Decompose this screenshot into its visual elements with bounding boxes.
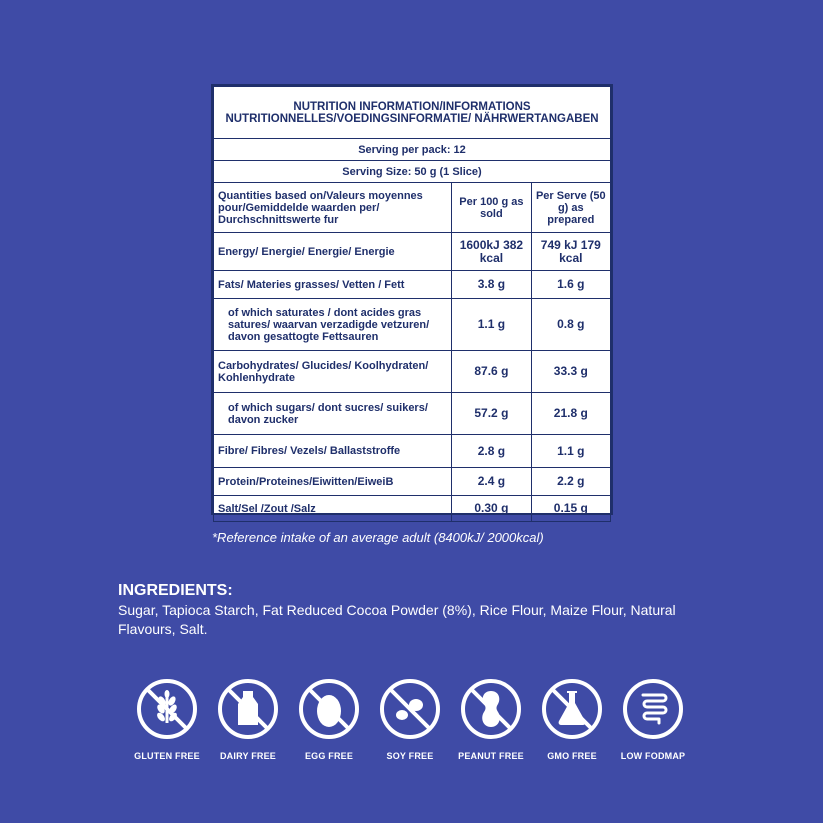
row-label: Carbohydrates/ Glucides/ Koolhydraten/ Kohlenhydrate xyxy=(214,351,452,393)
flask-crossed-icon xyxy=(540,677,604,741)
row-serve: 33.3 g xyxy=(531,351,610,393)
column-header-label: Quantities based on/Valeurs moyennes pour/Gemiddelde waarden per/ Durchschnittswerte fur xyxy=(214,183,452,233)
nutrition-panel xyxy=(211,84,613,515)
table-row xyxy=(214,271,611,299)
ingredients-title: INGREDIENTS: xyxy=(118,582,233,599)
serving-per-pack: Serving per pack: 12 xyxy=(214,139,611,161)
row-label: Salt/Sel /Zout /Salz xyxy=(214,496,452,522)
row-serve: 749 kJ 179 kcal xyxy=(531,233,610,271)
row-label: of which sugars/ dont sucres/ suikers/ davon zucker xyxy=(214,393,452,435)
row-per100: 0.30 g xyxy=(452,496,531,522)
badge-dairy-free xyxy=(207,677,289,761)
ingredients-text: Sugar, Tapioca Starch, Fat Reduced Cocoa Powder (8%), Rice Flour, Maize Flour, Natural Flavours, Salt. xyxy=(118,602,676,637)
badge-label: DAIRY FREE xyxy=(219,751,276,761)
reference-intake-note: *Reference intake of an average adult (8400kJ/ 2000kcal) xyxy=(212,530,544,545)
row-label: Fats/ Materies grasses/ Vetten / Fett xyxy=(214,271,452,299)
column-header-serve: Per Serve (50 g) as prepared xyxy=(531,183,610,233)
badge-egg-free xyxy=(288,677,370,761)
row-serve: 2.2 g xyxy=(531,468,610,496)
table-row xyxy=(214,233,611,271)
nutrition-table xyxy=(213,86,611,522)
egg-crossed-icon xyxy=(297,677,361,741)
badge-gmo-free xyxy=(531,677,613,761)
column-header-per100: Per 100 g as sold xyxy=(452,183,531,233)
badge-label: GLUTEN FREE xyxy=(134,751,200,761)
row-per100: 2.8 g xyxy=(452,435,531,468)
row-per100: 57.2 g xyxy=(452,393,531,435)
intestine-icon xyxy=(621,677,685,741)
milk-bottle-crossed-icon xyxy=(216,677,280,741)
badge-label: LOW FODMAP xyxy=(620,751,686,761)
serving-size: Serving Size: 50 g (1 Slice) xyxy=(214,161,611,183)
row-per100: 3.8 g xyxy=(452,271,531,299)
row-label: of which saturates / dont acides gras satures/ waarvan verzadigde vetzuren/ davon gesattogte Fettsauren xyxy=(214,299,452,351)
soybean-crossed-icon xyxy=(378,677,442,741)
badge-peanut-free xyxy=(450,677,532,761)
badge-low-fodmap xyxy=(612,677,694,761)
badge-soy-free xyxy=(369,677,451,761)
row-label: Energy/ Energie/ Energie/ Energie xyxy=(214,233,452,271)
table-row xyxy=(214,351,611,393)
row-per100: 2.4 g xyxy=(452,468,531,496)
row-per100: 1.1 g xyxy=(452,299,531,351)
badge-label: SOY FREE xyxy=(386,751,434,761)
row-label: Fibre/ Fibres/ Vezels/ Ballaststroffe xyxy=(214,435,452,468)
row-label: Protein/Proteines/Eiwitten/EiweiB xyxy=(214,468,452,496)
table-row xyxy=(214,299,611,351)
badge-label: EGG FREE xyxy=(304,751,354,761)
wheat-crossed-icon xyxy=(135,677,199,741)
peanut-crossed-icon xyxy=(459,677,523,741)
table-row xyxy=(214,435,611,468)
badge-gluten-free xyxy=(126,677,208,761)
badge-label: PEANUT FREE xyxy=(458,751,524,761)
nutrition-title: NUTRITION INFORMATION/INFORMATIONS NUTRITIONNELLES/VOEDINGSINFORMATIE/ NÄHRWERTANGABEN xyxy=(214,87,611,139)
table-row xyxy=(214,393,611,435)
row-per100: 87.6 g xyxy=(452,351,531,393)
row-serve: 21.8 g xyxy=(531,393,610,435)
row-serve: 0.15 g xyxy=(531,496,610,522)
table-row xyxy=(214,496,611,522)
row-serve: 1.1 g xyxy=(531,435,610,468)
row-serve: 1.6 g xyxy=(531,271,610,299)
badge-label: GMO FREE xyxy=(547,751,597,761)
table-row xyxy=(214,468,611,496)
row-serve: 0.8 g xyxy=(531,299,610,351)
row-per100: 1600kJ 382 kcal xyxy=(452,233,531,271)
